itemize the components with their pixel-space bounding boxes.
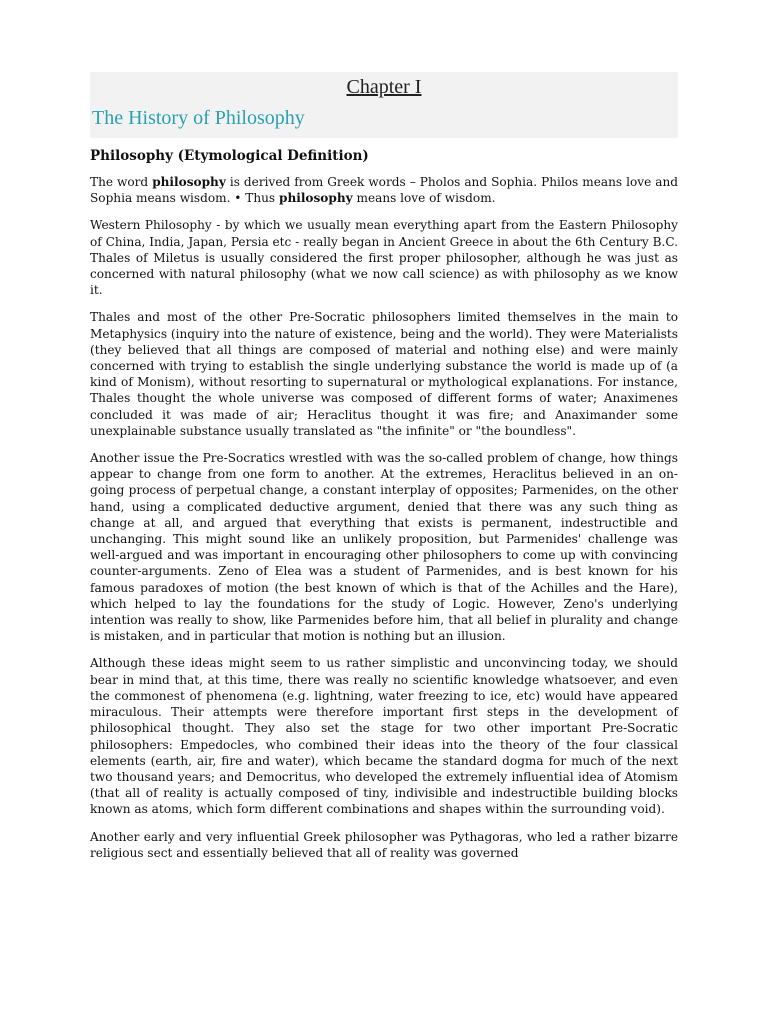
paragraph-4: Another issue the Pre-Socratics wrestled with was the so-called problem of change, how things appear to change from one form to another. At the extremes, Heraclitus believed in an on-going process of perpetual change, a constant interplay of opposites; Parmenides, on the other hand, using a complicated deductive argument, denied that there was any such thing as change at all, and argued that everything that exists is permanent, indestructible and unchanging. This might sound like an unlikely proposition, but Parmenides' challenge was well-argued and was important in encouraging other philosophers to come up with convincing counter-arguments. Zeno of Elea was a student of Parmenides, and is best known for his famous paradoxes of motion (the best known of which is that of the Achilles and the Hare), which helped to lay the foundations for the study of Logic. However, Zeno's underlying intention was really to show, like Parmenides before him, that all belief in plurality and change is mistaken, and in particular that motion is nothing but an illusion.	[90, 451, 678, 644]
paragraph-1	[90, 174, 678, 206]
paragraph-6: Another early and very influential Greek philosopher was Pythagoras, who led a rather bizarre religious sect and essentially believed that all of reality was governed	[90, 829, 678, 860]
title-block	[90, 72, 678, 138]
paragraph-1-text-a: The word	[90, 175, 153, 189]
paragraph-1-text-c: is derived from Greek words – Pholos and Sophia. Philos means love and Sophia means wisdom. • Thus	[90, 175, 678, 206]
chapter-heading: Chapter I	[346, 76, 422, 98]
document-page	[90, 72, 678, 861]
paragraph-1-bold-philosophy-1: philosophy	[152, 175, 226, 189]
subtitle: Philosophy (Etymological Definition)	[90, 148, 369, 164]
paragraph-1-bold-philosophy-2: philosophy	[278, 191, 353, 206]
paragraph-3: Thales and most of the other Pre-Socratic philosophers limited themselves in the main to Metaphysics (inquiry into the nature of existence, being and the world). They were Materialists (they believed that all things are composed of material and nothing else) and were mainly concerned with trying to establish the single underlying substance the world is made up of (a kind of Monism), without resorting to supernatural or mythological explanations. For instance, Thales thought the whole universe was composed of different forms of water; Anaximenes concluded it was made of air; Heraclitus thought it was fire; and Anaximander some unexplainable substance usually translated as "the infinite" or "the boundless".	[90, 310, 678, 438]
paragraph-2: Western Philosophy - by which we usually mean everything apart from the Eastern Philosophy of China, India, Japan, Persia etc - really began in Ancient Greece in about the 6th Century B.C. Thales of Miletus is usually considered the first proper philosopher, although he was just as concerned with natural philosophy (what we now call science) as with philosophy as we know it.	[90, 218, 678, 298]
paragraph-1-text-e: means love of wisdom.	[352, 191, 496, 206]
paragraph-5: Although these ideas might seem to us rather simplistic and unconvincing today, we should bear in mind that, at this time, there was really no scientific knowledge whatsoever, and even the commonest of phenomena (e.g. lightning, water freezing to ice, etc) would have appeared miraculous. Their attempts were therefore important first steps in the development of philosophical thought. They also set the stage for two other important Pre-Socratic philosophers: Empedocles, who combined their ideas into the theory of the four classical elements (earth, air, fire and water), which became the standard dogma for much of the next two thousand years; and Democritus, who developed the extremely influential idea of Atomism (that all of reality is actually composed of tiny, indivisible and indestructible building blocks known as atoms, which form different combinations and shapes within the surrounding void).	[90, 656, 678, 817]
section-title: The History of Philosophy	[92, 107, 305, 129]
